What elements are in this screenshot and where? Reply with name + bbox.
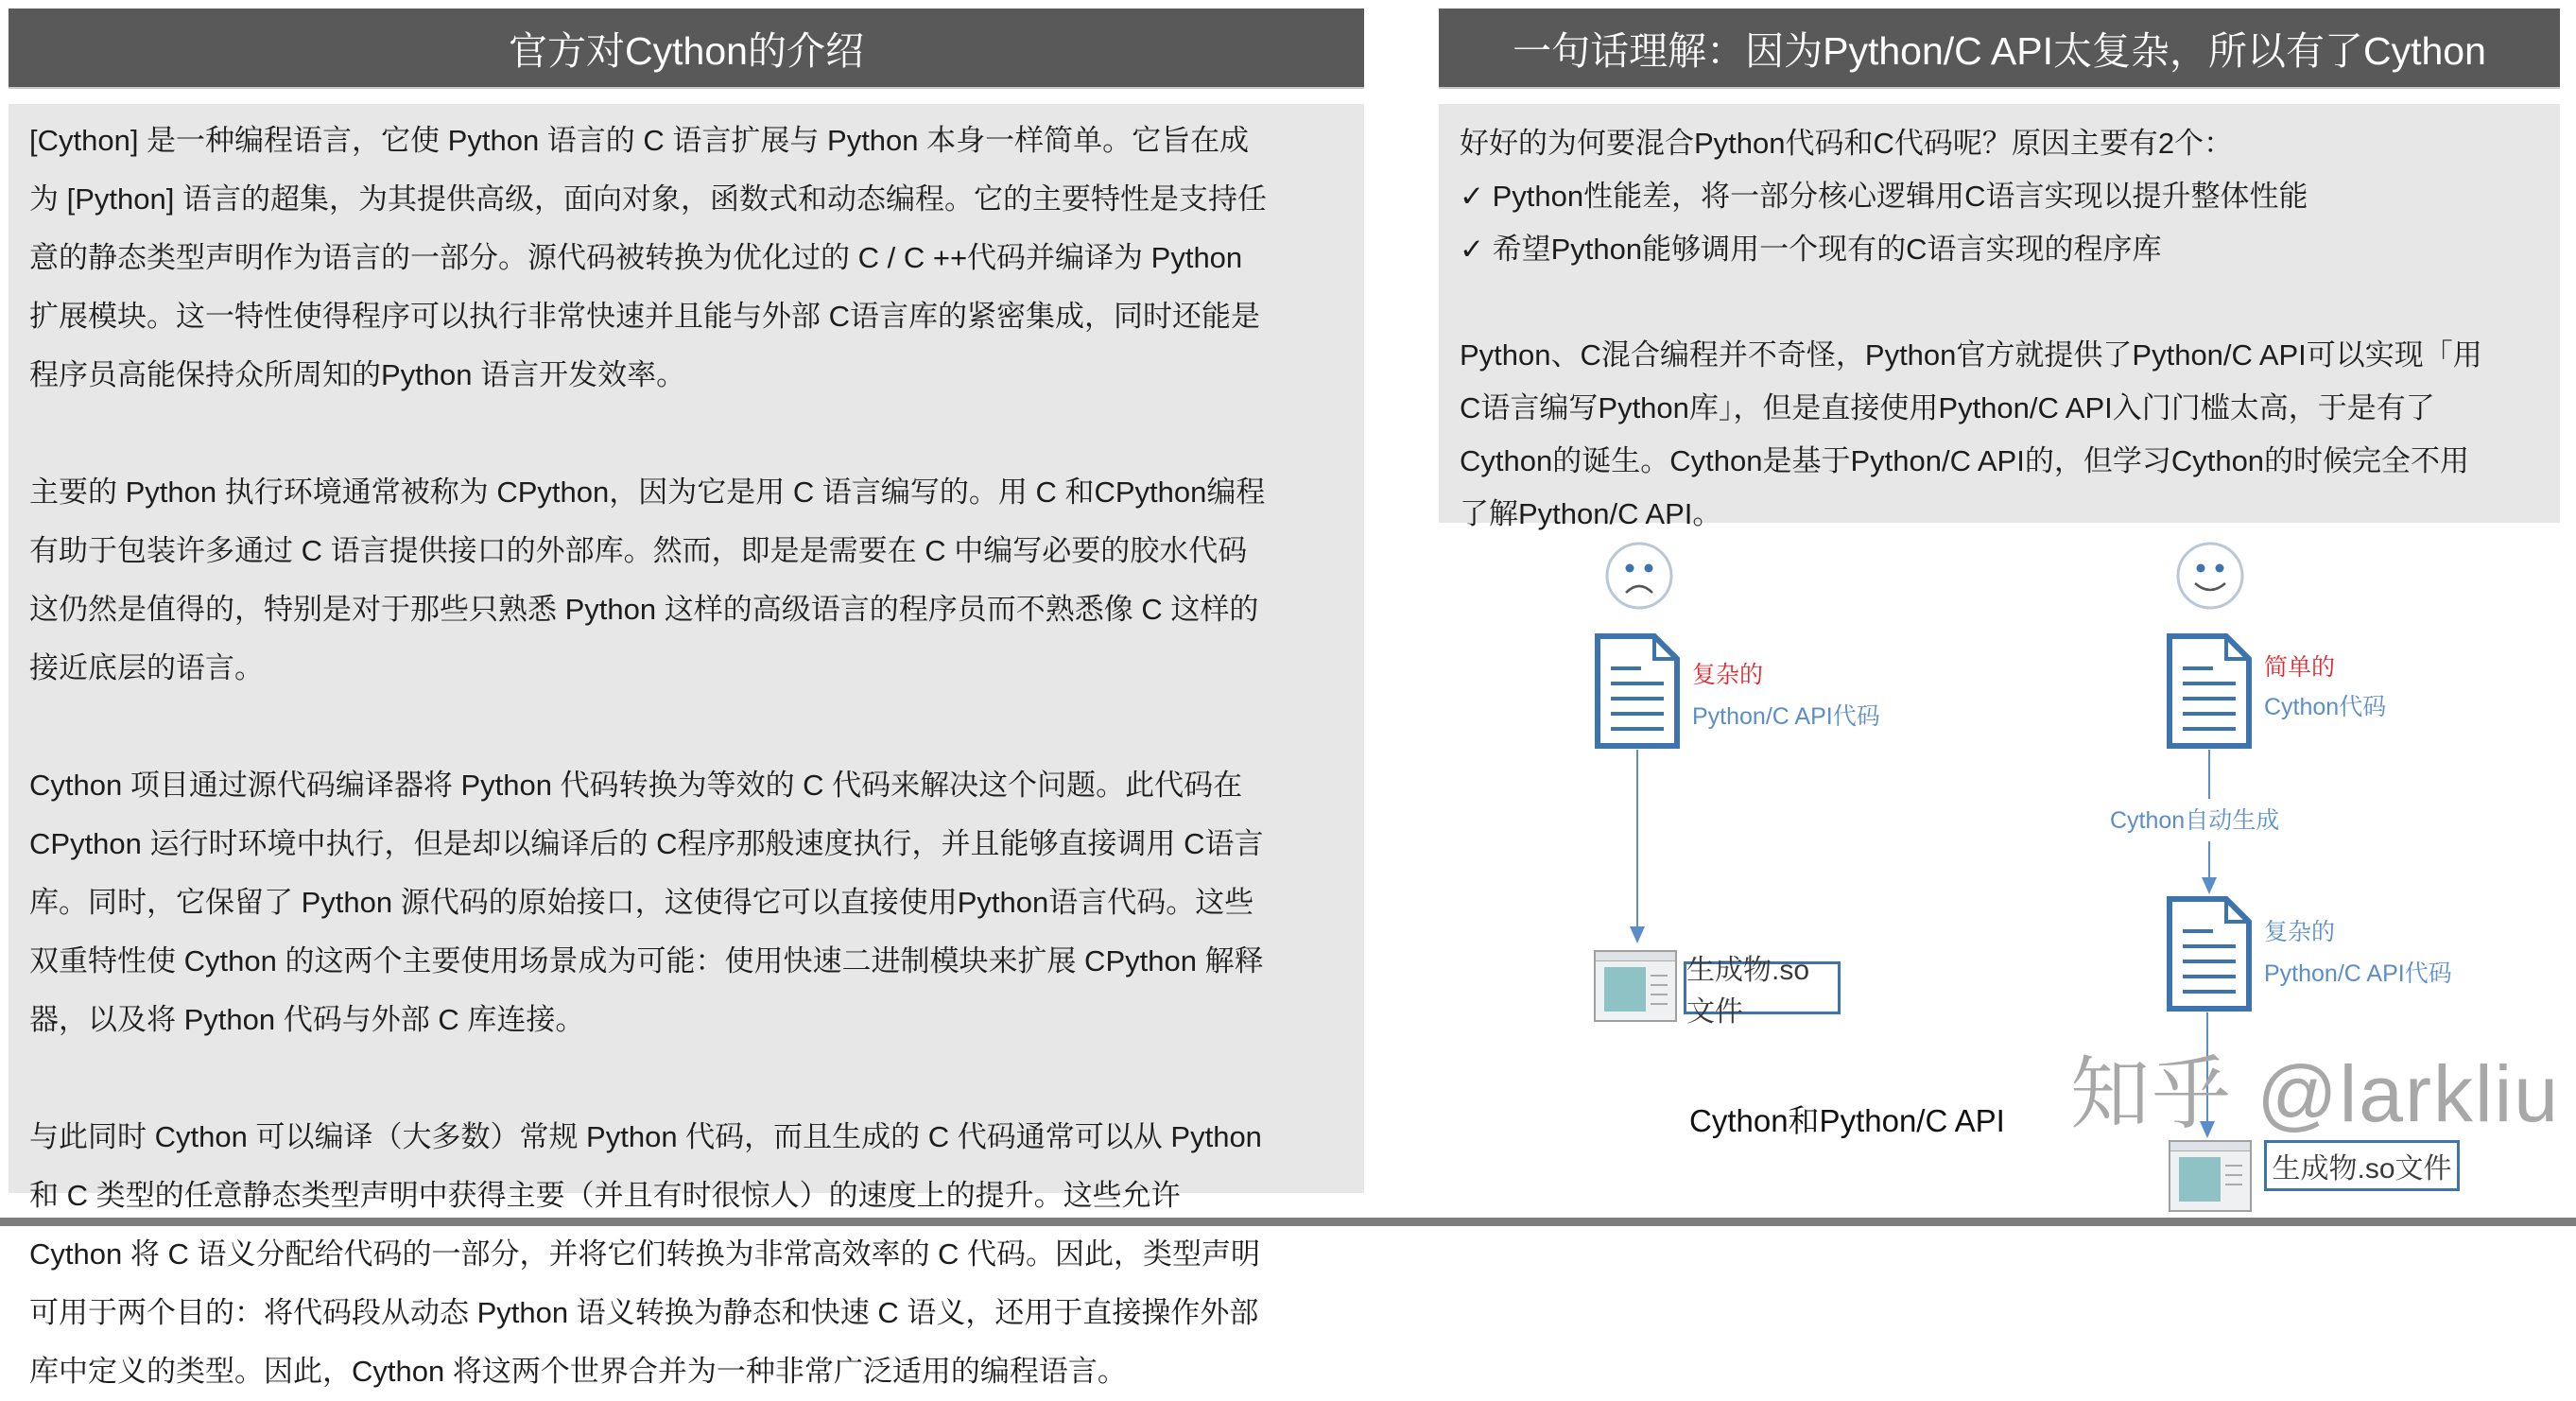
text-line: 扩展模块。这一特性使得程序可以执行非常快速并且能与外部 C语言库的紧密集成，同时还能是 [29,300,1260,333]
text-line: 库中定义的类型。因此，Cython 将这两个世界合并为一种非常广泛适用的编程语言。 [29,1355,1127,1388]
reason-performance: ✓ Python性能差，将一部分核心逻辑用C语言实现以提升整体性能 [1460,180,2308,213]
text-line: 接近底层的语言。 [29,651,264,684]
paragraph-2 [29,463,1343,698]
text-line: 和 C 类型的任意静态类型声明中获得主要（并且有时很惊人）的速度上的提升。这些允许 [29,1179,1181,1212]
text-line: 这仍然是值得的，特别是对于那些只熟悉 Python 这样的高级语言的程序员而不熟悉像 C 这样的 [29,593,1259,626]
binary-file-icon [2169,1140,2252,1212]
right-adjective-label: 简单的 [2264,654,2336,681]
left-adjective-label: 复杂的 [1692,662,1764,688]
reason-reuse-c-library: ✓ 希望Python能够调用一个现有的C语言实现的程序库 [1460,233,2162,266]
text-line: [Cython] 是一种编程语言，它使 Python 语言的 C 语言扩展与 Python 本身一样简单。它旨在成 [29,124,1250,157]
text-line: 为 [Python] 语言的超集，为其提供高级，面向对象，函数式和动态编程。它的主要特性是支持任 [29,182,1267,216]
text-line: 可用于两个目的：将代码段从动态 Python 语义转换为静态和快速 C 语义，还用于直接操作外部 [29,1296,1259,1329]
document-icon [1594,632,1681,750]
right-output-label: 生成物.so文件 [2264,1140,2460,1191]
summary-line: 了解Python/C API。 [1460,497,1722,530]
document-icon [2166,632,2253,750]
right-panel-title: 一句话理解：因为Python/C API太复杂，所以有了Cython [1439,9,2560,89]
summary-line: C语言编写Python库」，但是直接使用Python/C API入门门槛太高，于是有了 [1460,391,2435,424]
text-line: 库。同时，它保留了 Python 源代码的原始接口，这使得它可以直接使用Python语言代码。这些 [29,886,1254,919]
text-line: 意的静态类型声明作为语言的一部分。源代码被转换为优化过的 C / C ++代码并编译为 Python [29,241,1243,274]
text-line: Cython 项目通过源代码编译器将 Python 代码转换为等效的 C 代码来解决这个问题。此代码在 [29,769,1243,802]
generated-code-label: Python/C API代码 [2264,960,2452,987]
paragraph-3 [29,756,1343,1049]
text-line: 双重特性使 Cython 的这两个主要使用场景成为可能：使用快速二进制模块来扩展 CPython 解释 [29,944,1264,977]
left-output-label: 生成物.so文件 [1684,961,1841,1014]
binary-file-icon [1594,950,1677,1022]
right-code-label: Cython代码 [2264,694,2387,720]
summary-line: Python、C混合编程并不奇怪，Python官方就提供了Python/C API可以实现「用 [1460,338,2482,372]
summary-line: Cython的诞生。Cython是基于Python/C API的，但学习Cython的时候完全不用 [1460,444,2470,477]
arrow-line [1636,750,1638,929]
arrow-down-icon [1630,926,1645,943]
text-line: 与此同时 Cython 可以编译（大多数）常规 Python 代码，而且生成的 C 代码通常可以从 Python [29,1120,1262,1153]
text-line: CPython 运行时环境中执行，但是却以编译后的 C程序那般速度执行，并且能够直接调用 C语言 [29,827,1264,860]
left-panel-title: 官方对Cython的介绍 [9,9,1364,89]
arrow-line [2208,750,2210,799]
auto-generate-label: Cython自动生成 [2110,807,2280,834]
arrow-line [2208,841,2210,879]
left-code-label: Python/C API代码 [1692,703,1880,730]
text-line: 程序员高能保持众所周知的Python 语言开发效率。 [29,358,686,391]
text-line: 主要的 Python 执行环境通常被称为 CPython，因为它是用 C 语言编写的。用 C 和CPython编程 [29,476,1266,509]
document-icon [2166,895,2253,1012]
happy-face-icon [2174,540,2246,612]
paragraph-4 [29,1108,1343,1401]
cython-intro-text [9,104,1364,1388]
reasons-intro: 好好的为何要混合Python代码和C代码呢？原因主要有2个： [1460,127,2234,160]
why-cython-text [1439,104,2560,530]
generated-adjective-label: 复杂的 [2264,919,2336,945]
arrow-down-icon [2202,877,2217,894]
bottom-divider [0,1218,2576,1226]
paragraph-1 [29,112,1343,405]
text-line: Cython 将 C 语义分配给代码的一部分，并将它们转换为非常高效率的 C 代码。因此，类型声明 [29,1237,1261,1271]
sad-face-icon [1603,540,1675,612]
text-line: 有助于包装许多通过 C 语言提供接口的外部库。然而，即是是需要在 C 中编写必要的胶水代码 [29,534,1248,567]
text-line: 器，以及将 Python 代码与外部 C 库连接。 [29,1003,585,1036]
watermark: 知乎 @larkliu [2069,1049,2560,1138]
diagram-caption: Cython和Python/C API [1689,1103,2005,1138]
